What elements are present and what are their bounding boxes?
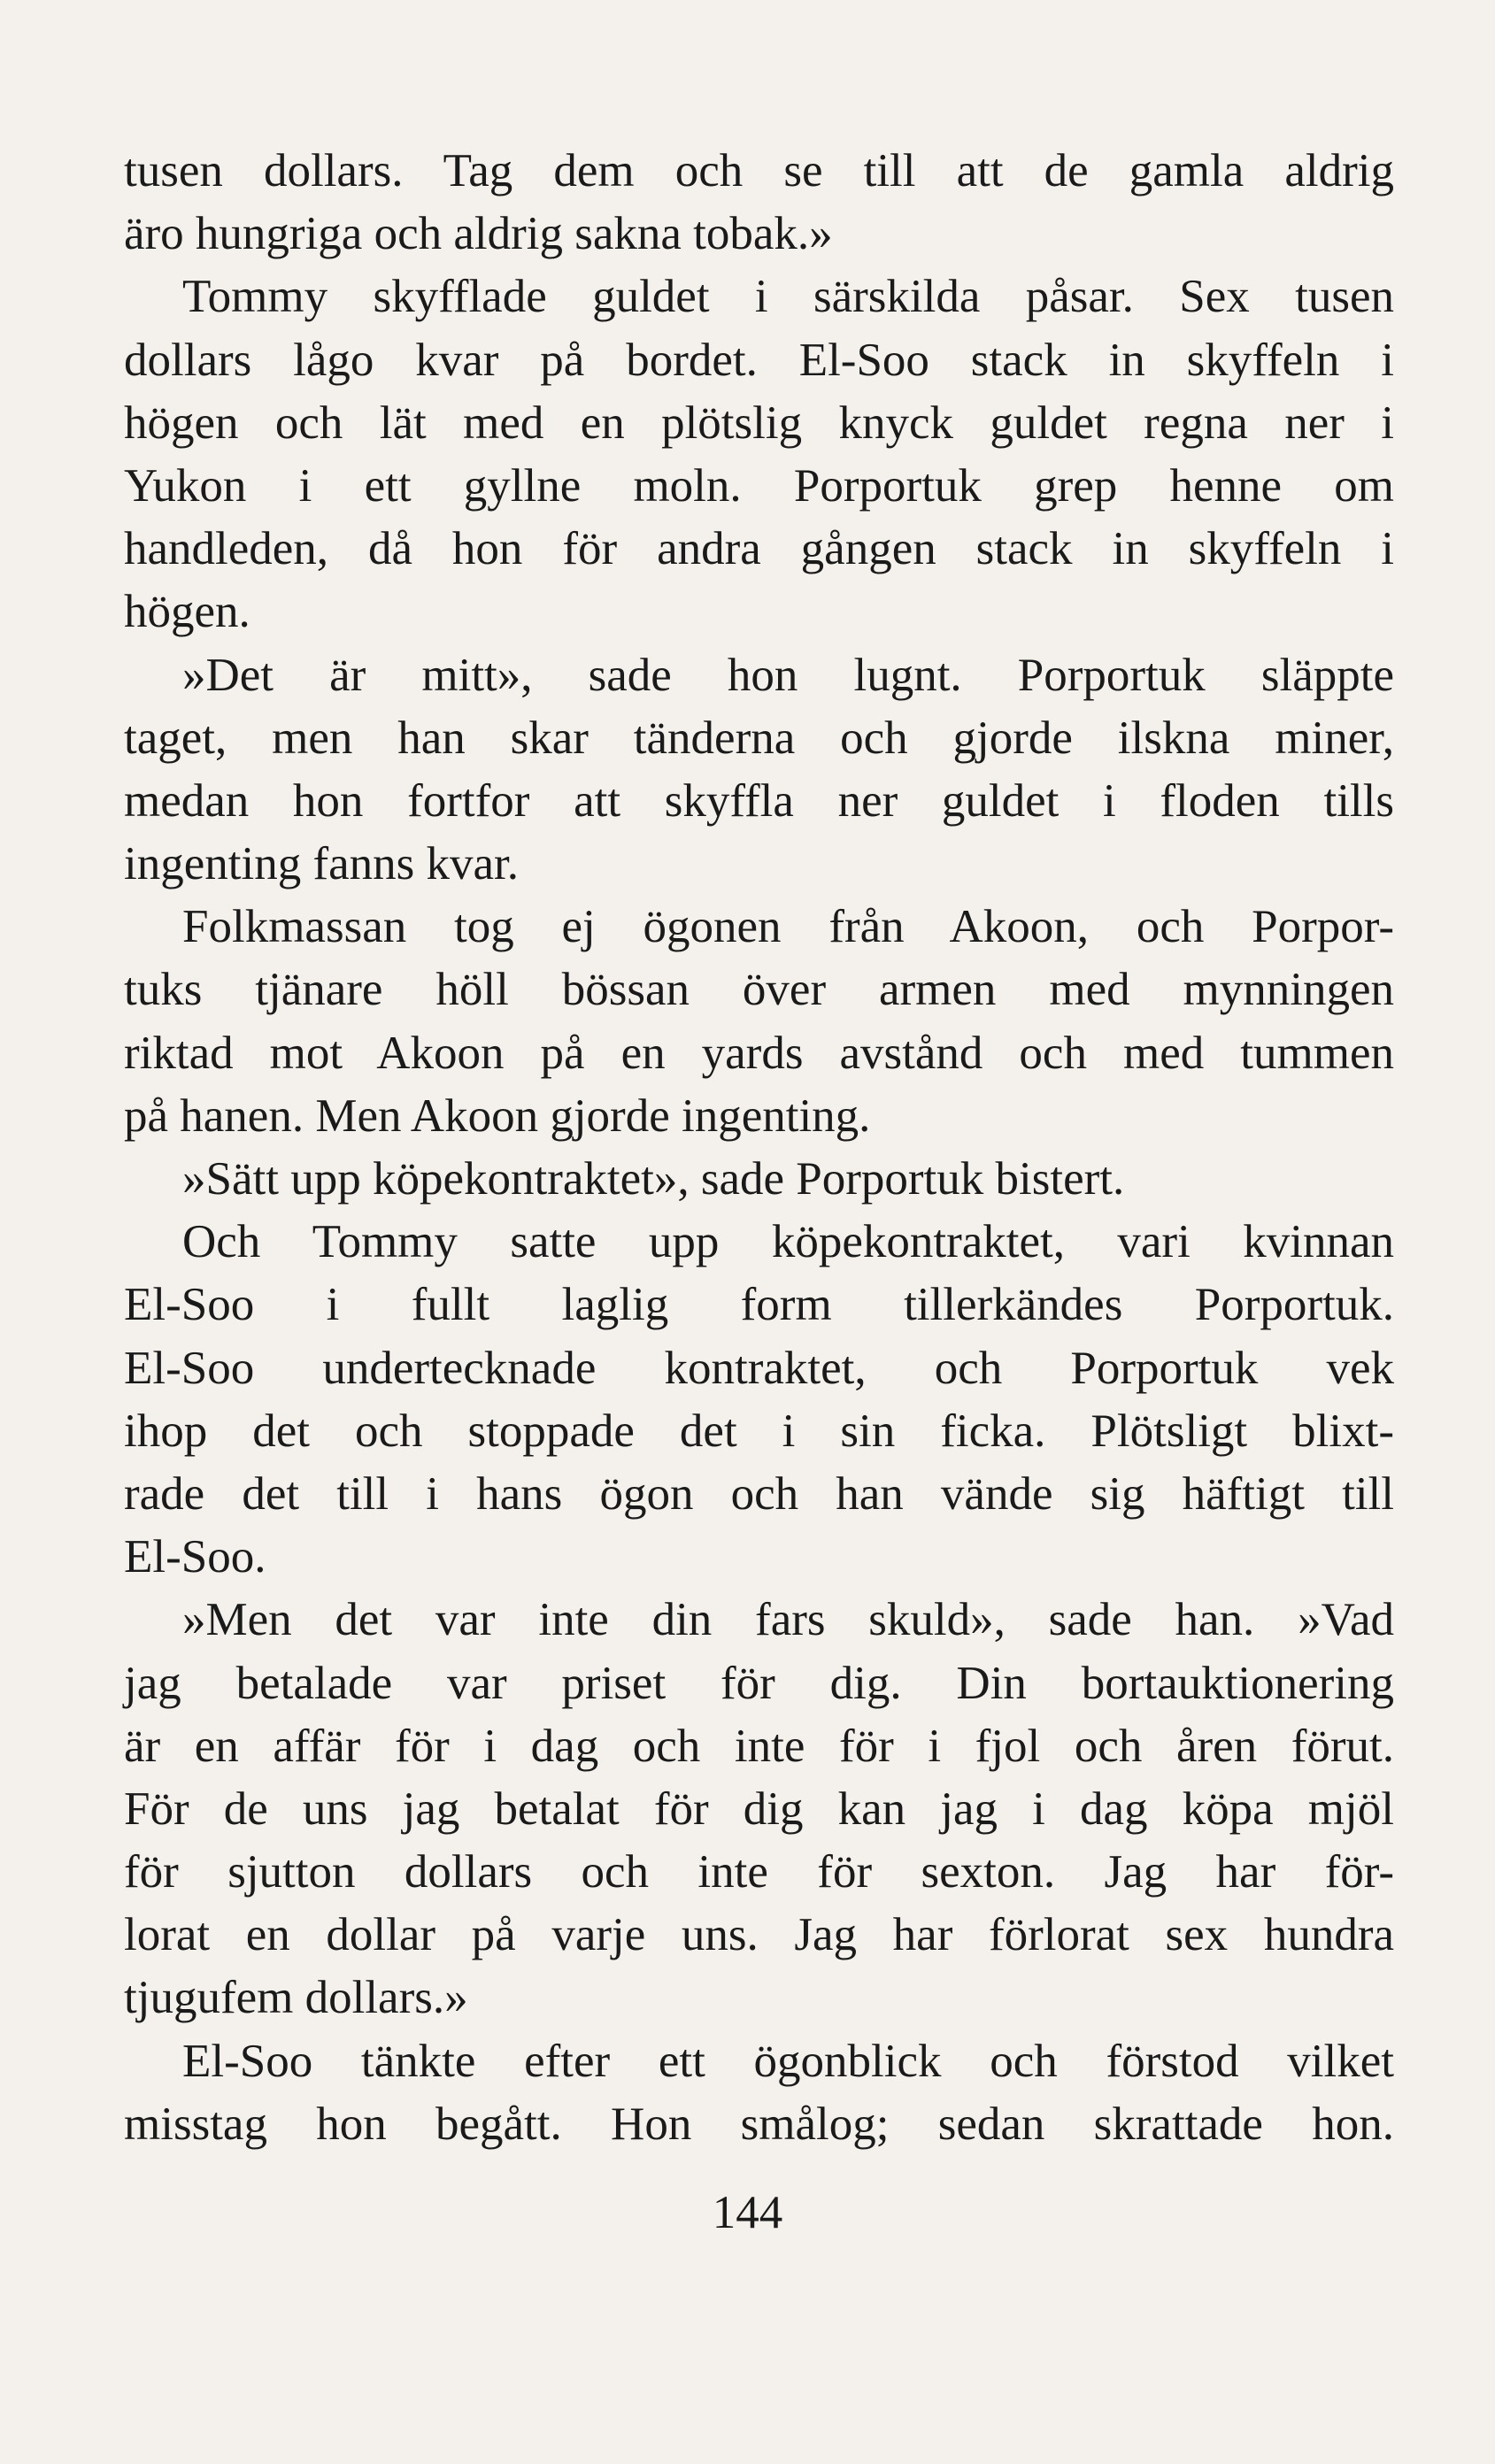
text-line: är en affär för i dag och inte för i fjol och åren förut. <box>124 1720 1394 1772</box>
text-line: ingenting fanns kvar. <box>124 838 519 890</box>
text-line: »Men det var inte din fars skuld», sade han. »Vad <box>182 1594 1394 1646</box>
text-line: Folkmassan tog ej ögonen från Akoon, och Porpor- <box>182 901 1394 953</box>
text-line: Tommy skyfflade guldet i särskilda påsar. Sex tusen <box>182 271 1394 323</box>
text-line: jag betalade var priset för dig. Din bortauktionering <box>124 1657 1394 1709</box>
text-line: tjugufem dollars.» <box>124 1972 468 2024</box>
text-line: taget, men han skar tänderna och gjorde ilskna miner, <box>124 712 1394 764</box>
text-line: tusen dollars. Tag dem och se till att de gamla aldrig <box>124 145 1394 196</box>
text-line: »Det är mitt», sade hon lugnt. Porportuk släppte <box>182 649 1394 701</box>
text-line: El-Soo tänkte efter ett ögonblick och förstod vilket <box>182 2035 1394 2087</box>
text-line: ihop det och stoppade det i sin ficka. Plötsligt blixt- <box>124 1405 1394 1457</box>
text-line: riktad mot Akoon på en yards avstånd och med tummen <box>124 1027 1394 1079</box>
text-line: misstag hon begått. Hon smålog; sedan skrattade hon. <box>124 2098 1394 2150</box>
text-line: äro hungriga och aldrig sakna tobak.» <box>124 208 833 260</box>
text-line: högen. <box>124 586 250 638</box>
text-line: tuks tjänare höll bössan över armen med mynningen <box>124 964 1394 1016</box>
text-line: handleden, då hon för andra gången stack in skyffeln i <box>124 523 1394 575</box>
body-text <box>124 140 1394 2156</box>
text-line: högen och lät med en plötslig knyck guldet regna ner i <box>124 397 1394 449</box>
text-line: El-Soo undertecknade kontraktet, och Porportuk vek <box>124 1342 1394 1394</box>
text-line: på hanen. Men Akoon gjorde ingenting. <box>124 1090 871 1142</box>
text-line: För de uns jag betalat för dig kan jag i dag köpa mjöl <box>124 1783 1394 1835</box>
text-line: medan hon fortfor att skyffla ner guldet i floden tills <box>124 774 1394 827</box>
text-line: El-Soo. <box>124 1531 266 1583</box>
text-line: dollars lågo kvar på bordet. El-Soo stack in skyffeln i <box>124 334 1394 386</box>
text-line: Och Tommy satte upp köpekontraktet, vari kvinnan <box>182 1216 1394 1268</box>
text-line: lorat en dollar på varje uns. Jag har förlorat sex hundra <box>124 1909 1394 1961</box>
text-line: rade det till i hans ögon och han vände sig häftigt till <box>124 1467 1394 1520</box>
text-line: El-Soo i fullt laglig form tillerkändes Porportuk. <box>124 1279 1394 1331</box>
text-line: »Sätt upp köpekontraktet», sade Porportuk bistert. <box>182 1153 1125 1205</box>
page-number: 144 <box>712 2187 783 2238</box>
text-line: för sjutton dollars och inte för sexton. Jag har för- <box>124 1846 1394 1898</box>
text-line: Yukon i ett gyllne moln. Porportuk grep henne om <box>124 459 1394 512</box>
